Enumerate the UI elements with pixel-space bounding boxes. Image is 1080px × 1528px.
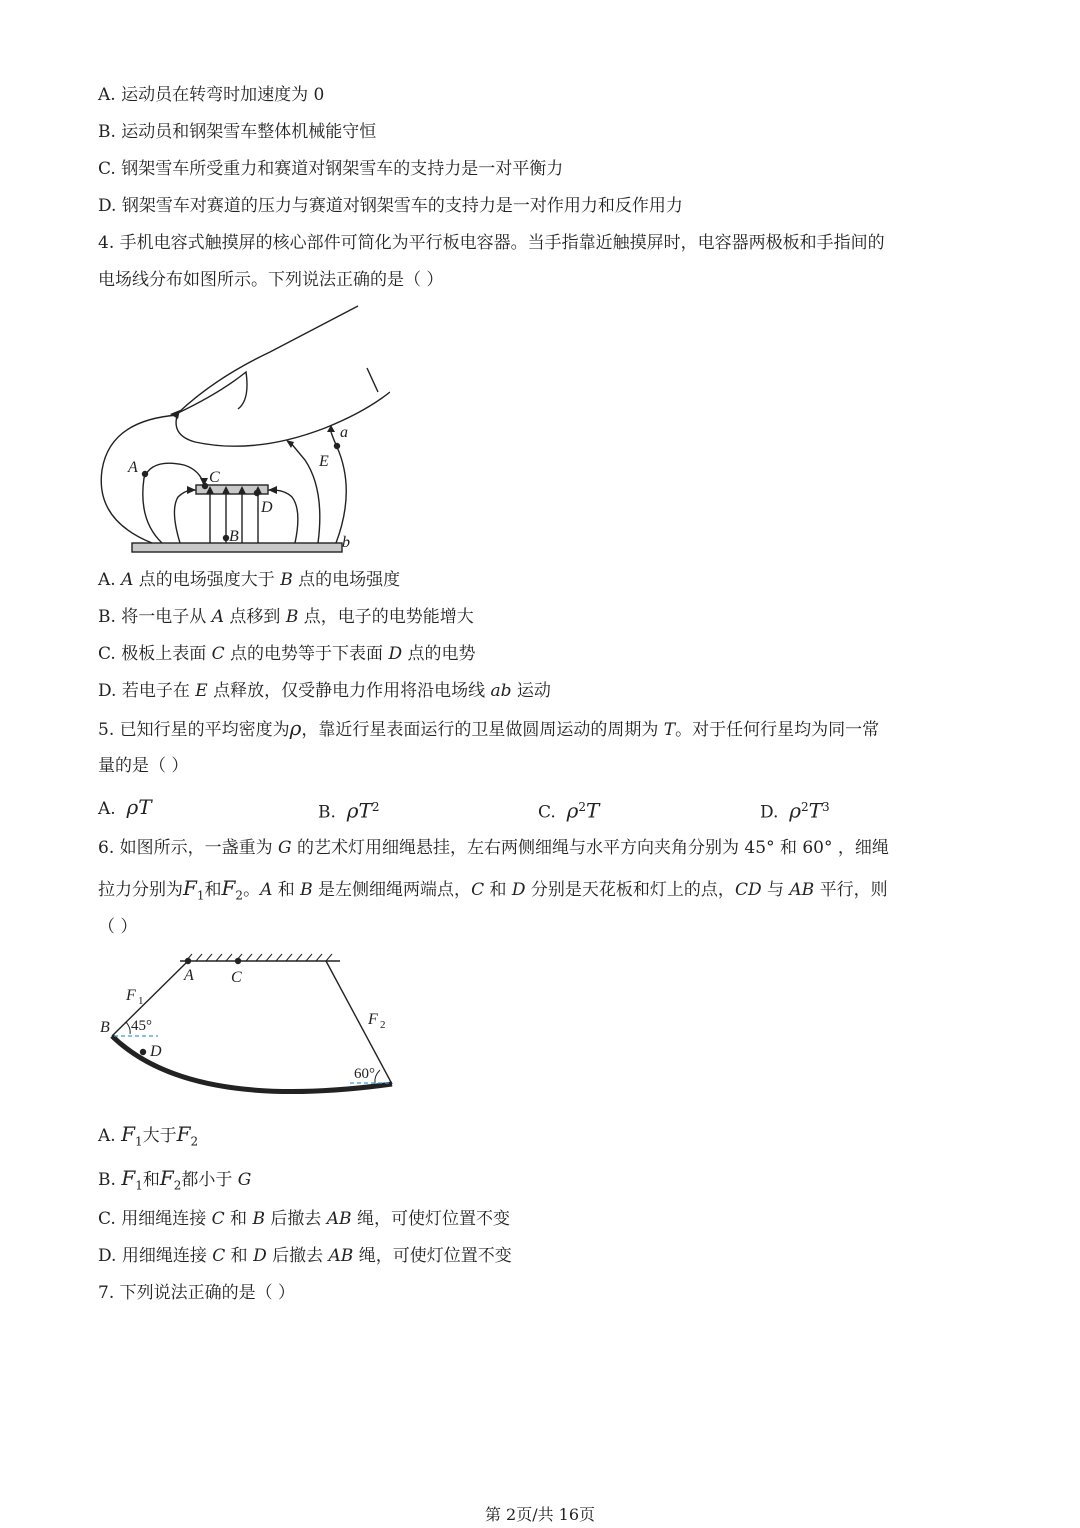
q5-stem-line1: 5. 已知行星的平均密度为ρ，靠近行星表面运行的卫星做圆周运动的周期为 T。对于任何行星均为同一常 (98, 716, 880, 740)
q4-option-a: A. A 点的电场强度大于 B 点的电场强度 (98, 570, 401, 590)
label-b: B (100, 1019, 110, 1036)
q5-option-a: A. ρT (98, 795, 152, 819)
q5-option-b: B. $\rho T^2$ (318, 798, 380, 823)
q4-option-c: C. 极板上表面 C 点的电势等于下表面 D 点的电势 (98, 644, 476, 664)
label-a: A (184, 967, 194, 984)
q5-option-c: C. $\rho^2T$ (538, 798, 600, 823)
fingernail (178, 372, 247, 413)
q3-option-a: A. 运动员在转弯时加速度为 0 (98, 85, 325, 105)
q6-option-b: B. $F_1$和$F_2$都小于 G (98, 1166, 252, 1193)
page-footer: 第 2页/共 16页 (484, 1505, 596, 1524)
label-d-point: D (261, 499, 273, 516)
label-b-lower: b (342, 534, 350, 551)
label-a-lower: a (340, 424, 348, 441)
q6-stem-line3: （ ） (98, 917, 138, 937)
label-f1: F (126, 987, 136, 1004)
label-angle-45: 45° (131, 1018, 152, 1034)
label-a-point: A (128, 459, 138, 476)
q6-stem-line2: 拉力分别为$F_1$和$F_2$。A 和 B 是左侧细绳两端点，C 和 D 分别是天花板和灯上的点，CD 与 AB 平行，则 (98, 876, 888, 903)
q6-stem-line1: 6. 如图所示，一盏重为 G 的艺术灯用细绳悬挂，左右两侧细绳与水平方向夹角分别为 45° 和 60° ，细绳 (98, 838, 889, 858)
label-b-point: B (229, 528, 239, 545)
q4-option-d: D. 若电子在 E 点释放，仅受静电力作用将沿电场线 ab 运动 (98, 681, 551, 701)
q3-option-c: C. 钢架雪车所受重力和赛道对钢架雪车的支持力是一对平衡力 (98, 159, 564, 179)
label-c-point: C (209, 469, 220, 486)
finger-outline (176, 306, 390, 446)
label-c: C (231, 969, 242, 986)
label-f1-sub: 1 (138, 995, 144, 1007)
q4-stem-line2: 电场线分布如图所示。下列说法正确的是（ ） (98, 270, 444, 290)
label-angle-60: 60° (354, 1066, 375, 1082)
q3-option-b: B. 运动员和钢架雪车整体机械能守恒 (98, 122, 377, 142)
q6-option-c: C. 用细绳连接 C 和 B 后撤去 AB 绳，可使灯位置不变 (98, 1209, 510, 1229)
q5-stem-line2: 量的是（ ） (98, 756, 189, 776)
q5-option-d: D. $\rho^2T^3$ (760, 798, 830, 823)
label-e-point: E (319, 453, 329, 470)
q4-electric-field-figure (90, 300, 390, 562)
q6-option-d: D. 用细绳连接 C 和 D 后撤去 AB 绳，可使灯位置不变 (98, 1246, 512, 1266)
label-f2-sub: 2 (380, 1019, 386, 1031)
label-f2: F (368, 1011, 378, 1028)
q3-option-d: D. 钢架雪车对赛道的压力与赛道对钢架雪车的支持力是一对作用力和反作用力 (98, 196, 683, 216)
q6-option-a: A. $F_1$大于$F_2$ (98, 1122, 199, 1149)
q6-lamp-figure (95, 948, 405, 1110)
q4-stem-line1: 4. 手机电容式触摸屏的核心部件可简化为平行板电容器。当手指靠近触摸屏时，电容器两极板和手指间的 (98, 233, 885, 253)
q7-stem: 7. 下列说法正确的是（ ） (98, 1283, 296, 1303)
label-d: D (150, 1043, 162, 1060)
q4-option-b: B. 将一电子从 A 点移到 B 点，电子的电势能增大 (98, 607, 474, 627)
